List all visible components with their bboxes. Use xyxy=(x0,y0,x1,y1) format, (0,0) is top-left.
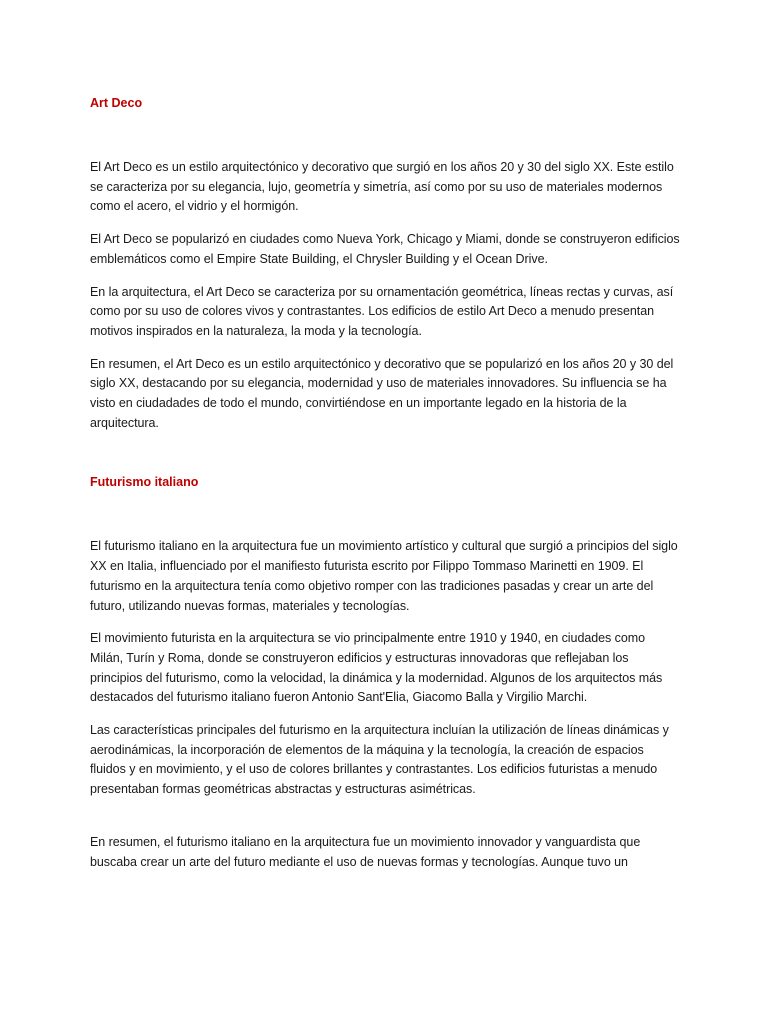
heading-art-deco: Art Deco xyxy=(90,96,143,110)
paragraph: En resumen, el futurismo italiano en la arquitectura fue un movimiento innovador y vanguardista que buscaba crear un arte del futuro mediante el uso de nuevas formas y tecnologías. Aunque tuvo un xyxy=(90,834,641,869)
paragraph: El movimiento futurista en la arquitectura se vio principalmente entre 1910 y 1940, en ciudades como Milán, Turín y Roma, donde se construyeron edificios y estructuras innovadoras que reflejaban los principios del futurismo, como la velocidad, la dinámica y la modernidad. Algunos de los arquitectos más destacados del futurismo italiano fueron Antonio Sant'Elia, Giacomo Balla y Virgilio Marchi. xyxy=(90,631,663,705)
paragraph: En la arquitectura, el Art Deco se caracteriza por su ornamentación geométrica, líneas rectas y curvas, así como por su uso de colores vivos y contrastantes. Los edificios de estilo Art Deco a menudo presentan motivos inspirados en la naturaleza, la moda y la tecnología. xyxy=(90,284,674,338)
paragraph: El futurismo italiano en la arquitectura fue un movimiento artístico y cultural que surgió a principios del siglo XX en Italia, influenciado por el manifiesto futurista escrito por Filippo Tommaso Marinetti en 1909. El futurismo en la arquitectura tenía como objetivo romper con las tradiciones pasadas y crear un arte del futuro, utilizando nuevas formas, materiales y tecnologías. xyxy=(90,539,678,613)
paragraph: En resumen, el Art Deco es un estilo arquitectónico y decorativo que se popularizó en los años 20 y 30 del siglo XX, destacando por su elegancia, modernidad y uso de materiales innovadores. Su influencia se ha visto en ciudadades de todo el mundo, convirtiéndose en un importante legado en la historia de la arquitectura. xyxy=(90,356,674,430)
paragraph: El Art Deco es un estilo arquitectónico y decorativo que surgió en los años 20 y 30 del siglo XX. Este estilo se caracteriza por su elegancia, lujo, geometría y simetría, así como por su uso de materiales modernos como el acero, el vidrio y el hormigón. xyxy=(90,160,674,214)
heading-futurismo-italiano: Futurismo italiano xyxy=(90,475,199,490)
paragraph: El Art Deco se popularizó en ciudades como Nueva York, Chicago y Miami, donde se construyeron edificios emblemáticos como el Empire State Building, el Chrysler Building y el Ocean Drive. xyxy=(90,232,680,266)
paragraph: Las características principales del futurismo en la arquitectura incluían la utilización de líneas dinámicas y aerodinámicas, la incorporación de elementos de la máquina y la tecnología, la creación de espacios fluidos y en movimiento, y el uso de colores brillantes y contrastantes. Los edificios futuristas a menudo presentaban formas geométricas abstractas y estructuras asimétricas. xyxy=(90,723,669,797)
